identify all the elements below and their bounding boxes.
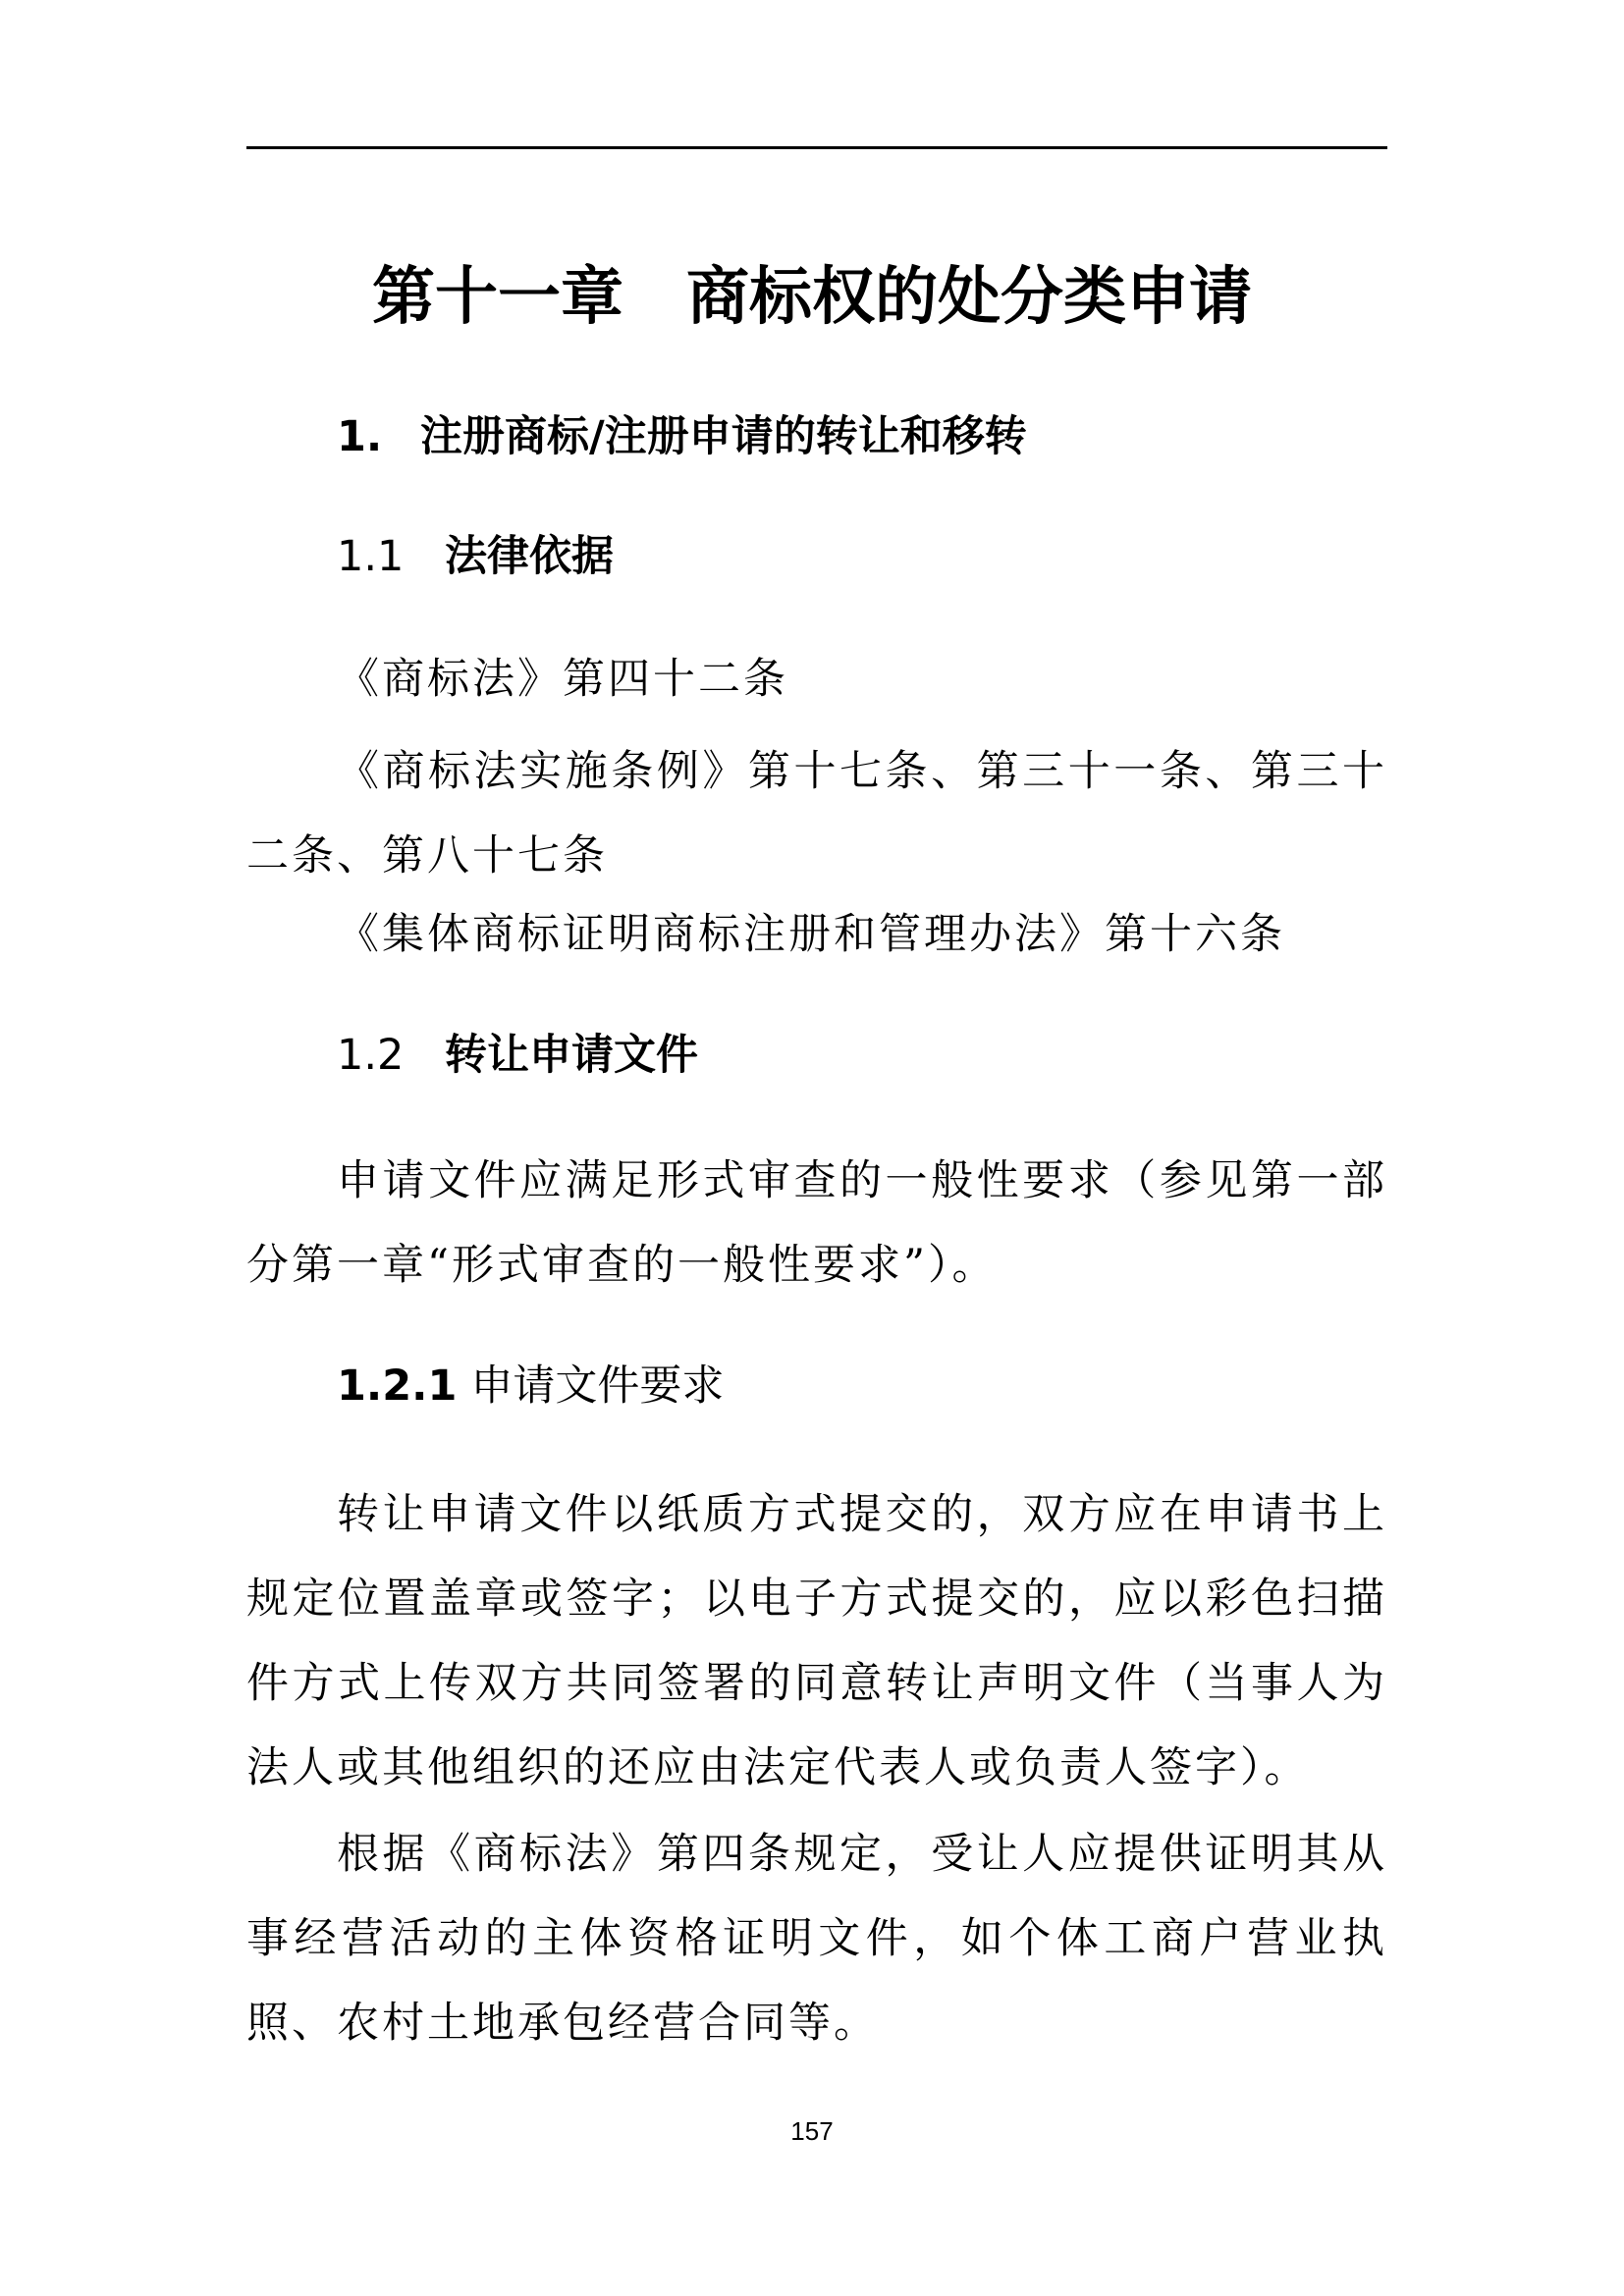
section-heading-1-1 (337, 525, 614, 588)
section-title: 法律依据 (445, 532, 614, 581)
body-paragraph: 申请文件应满足形式审查的一般性要求（参见第一部分第一章“形式审查的一般性要求”）。 (246, 1156, 1387, 1290)
section-title: 申请文件要求 (470, 1362, 725, 1411)
header-rule (246, 146, 1387, 149)
section-number: 1.2 (337, 1031, 405, 1080)
section-number: 1. (337, 412, 383, 461)
section-heading-1 (337, 405, 1027, 468)
reference-line: 《集体商标证明商标注册和管理办法》第十六条 (337, 910, 1285, 959)
body-paragraph: 根据《商标法》第四条规定，受让人应提供证明其从事经营活动的主体资格证明文件，如个体工商户营业执照、农村土地承包经营合同等。 (246, 1830, 1387, 2048)
section-title: 转让申请文件 (445, 1031, 698, 1080)
reference-line: 《商标法实施条例》第十七条、第三十一条、第三十二条、第八十七条 (246, 747, 1387, 881)
section-number: 1.2.1 (337, 1362, 458, 1411)
chapter-title: 第十一章 商标权的处分类申请 (372, 261, 1252, 334)
section-title: 注册商标/注册申请的转让和移转 (420, 412, 1027, 461)
section-number: 1.1 (337, 532, 405, 581)
section-heading-1-2-1 (337, 1355, 724, 1417)
page-number: 157 (790, 2116, 834, 2146)
body-paragraph: 转让申请文件以纸质方式提交的，双方应在申请书上规定位置盖章或签字；以电子方式提交的，应以彩色扫描件方式上传双方共同签署的同意转让声明文件（当事人为法人或其他组织的还应由法定代表人或负责人签字）。 (246, 1490, 1387, 1792)
reference-line: 《商标法》第四十二条 (337, 655, 788, 704)
section-heading-1-2 (337, 1024, 698, 1087)
